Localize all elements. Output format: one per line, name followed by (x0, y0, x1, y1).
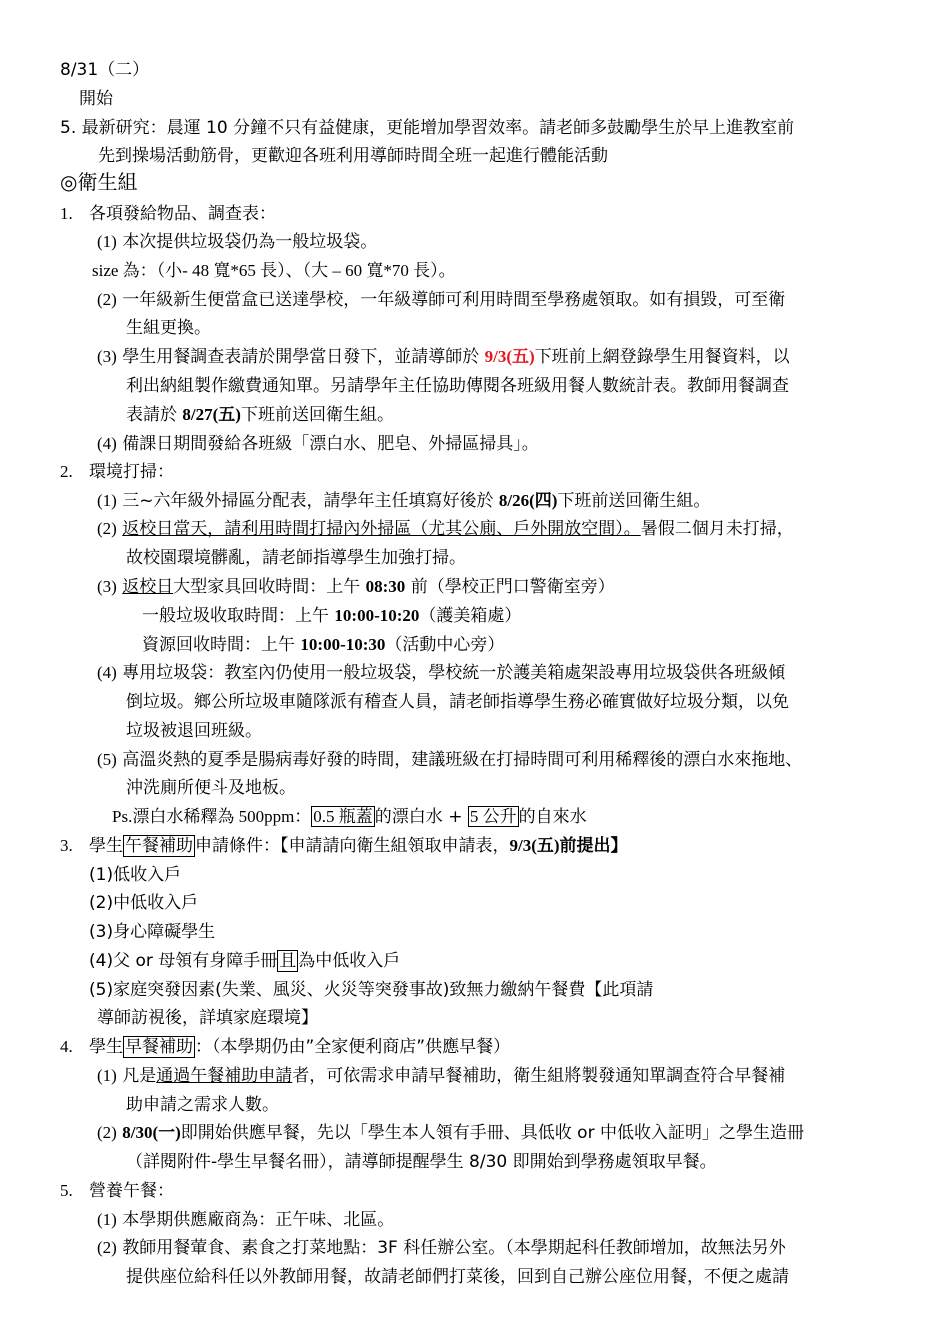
p-number: (4) (97, 434, 117, 453)
p-text-cont: 下班前送回衛生組。 (240, 405, 394, 425)
boxed-amount: 5 公升 (469, 807, 517, 826)
ps-text: Ps.漂白水稀釋為 500ppm： (112, 807, 312, 826)
s5-title: 營養午餐： (88, 1181, 174, 1201)
s4-p1-line2: 助申請之需求人數。 (126, 1095, 279, 1115)
item-number: 5. (60, 118, 77, 138)
start-label: 開始 (79, 89, 113, 109)
p-number: (2) (97, 519, 117, 538)
p-text: 備課日期間發給各班級「漂白水、肥皂、外掃區掃具」。 (122, 434, 539, 454)
s3-condition-5: (5)家庭突發因素(失業、風災、火災等突發事故)致無力繳納午餐費【此項請 (89, 980, 654, 1000)
p-text: 大型家具回收時間：上午 (173, 577, 366, 597)
p-text: 一年級新生便當盒已送達學校，一年級導師可利用時間至學務處領取。如有損毀，可至衛 (122, 290, 786, 310)
s4-text-cont: ：（本學期仍由”全家便利商店”供應早餐） (194, 1037, 511, 1057)
p-text: 專用垃圾袋：教室內仍使用一般垃圾袋，學校統一於護美箱處架設專用垃圾袋供各班級傾 (122, 663, 786, 683)
s3-condition-1: (1)低收入戶 (89, 865, 182, 885)
p-text: 資源回收時間：上午 (142, 635, 301, 655)
s4-heading (60, 1036, 510, 1058)
p-number: (1) (97, 491, 117, 510)
p-text-cont: 者，可依需求申請早餐補助，衛生組將製發通知單調查符合早餐補 (292, 1066, 786, 1086)
underlined-text: 返校日當天，請利用時間打掃內外掃區（尤其公廁、戶外開放空間）。 (122, 519, 641, 539)
p-text: 一般垃圾收取時間：上午 (142, 606, 335, 626)
s2-p4-line3: 垃圾被退回班級。 (126, 721, 262, 741)
s2-title: 環境打掃： (88, 462, 174, 482)
s2-p2 (97, 518, 794, 540)
p-number: (2) (97, 290, 117, 309)
p-text: 本學期供應廠商為：正午味、北區。 (122, 1210, 395, 1230)
p-number: (1) (97, 1066, 117, 1085)
s3-text-end: 前提出】 (559, 836, 628, 856)
item-5-top (60, 117, 794, 139)
underlined-text: 返校日 (122, 577, 174, 597)
date-heading: 8/31（二） (60, 60, 150, 80)
p-text: 教師用餐葷食、素食之打菜地點：3F 科任辦公室。（本學期起科任教師增加，故無法另外 (122, 1238, 786, 1258)
deadline-bold: 8/26(四) (498, 491, 558, 510)
condition-text: (4)父 or 母領有身障手冊 (89, 951, 278, 971)
size-text: size 為：（小- 48 寬*65 長）、（大 – 60 寬*70 長）。 (92, 261, 456, 280)
section-title: ◎衛生組 (60, 172, 138, 194)
p-number: (2) (97, 1123, 117, 1142)
underlined-text: 通過午餐補助申請 (156, 1066, 293, 1086)
p-text: 凡是 (122, 1066, 157, 1086)
s1-p3-line3 (126, 404, 394, 426)
s1-title: 各項發給物品、調查表： (88, 204, 276, 224)
s2-p2-line2: 故校園環境髒亂，請老師指導學生加強打掃。 (126, 548, 466, 568)
boxed-term: 且 (279, 951, 297, 971)
s2-p4 (97, 662, 785, 684)
s2-p1 (97, 490, 710, 512)
s3-text: 學生 (88, 836, 123, 856)
s5-number: 5. (60, 1181, 73, 1200)
item-text: 最新研究：晨運 10 分鐘不只有益健康，更能增加學習效率。請老師多鼓勵學生於早上進教室前 (81, 118, 795, 138)
p-text-cont: 下班前送回衛生組。 (557, 491, 711, 511)
s5-p1 (97, 1209, 394, 1231)
p-text-cont: 下班前上網登錄學生用餐資料，以 (534, 347, 790, 367)
s1-heading (60, 203, 276, 225)
s2-p3 (97, 576, 615, 598)
s3-text-cont: 申請條件：【申請請向衛生組領取申請表， (194, 836, 510, 856)
p-number: (1) (97, 232, 117, 251)
ps-text-cont: 的漂白水 + (374, 807, 468, 827)
s3-condition-3: (3)身心障礙學生 (89, 922, 216, 942)
s4-p2 (97, 1122, 804, 1144)
p-number: (2) (97, 1238, 117, 1257)
boxed-term: 午餐補助 (124, 836, 193, 856)
p-text-cont: 前（學校正門口警衛室旁） (405, 577, 615, 597)
s2-p4-line2: 倒垃圾。鄉公所垃圾車隨隊派有稽查人員，請老師指導學生務必確實做好垃圾分類，以免 (126, 692, 789, 712)
s5-p2-line2: 提供座位給科任以外教師用餐，故請老師們打菜後，回到自己辦公座位用餐，不便之處請 (126, 1267, 789, 1287)
p-text: 三~六年級外掃區分配表，請學年主任填寫好後於 (122, 491, 499, 511)
p-number: (3) (97, 347, 117, 366)
s5-p2 (97, 1237, 786, 1259)
s3-condition-4 (89, 950, 400, 972)
time-bold: 08:30 (365, 577, 406, 596)
s3-heading (60, 835, 628, 857)
s1-p2 (97, 289, 785, 311)
p-text-cont: （活動中心旁） (385, 635, 505, 655)
s4-number: 4. (60, 1037, 73, 1056)
deadline-highlight: 9/3(五) (484, 347, 535, 366)
boxed-amount: 0.5 瓶蓋 (313, 807, 373, 826)
s2-ps-note (112, 806, 587, 828)
p-number: (4) (97, 663, 117, 682)
s2-garbage-time (142, 605, 521, 627)
boxed-term: 早餐補助 (124, 1037, 193, 1057)
s2-heading (60, 461, 174, 483)
s2-p5 (97, 749, 802, 771)
s4-p1 (97, 1065, 785, 1087)
s3-number: 3. (60, 836, 73, 855)
s3-condition-5-line2: 導師訪視後，詳填家庭環境】 (97, 1008, 318, 1028)
deadline-bold: 9/3(五) (509, 836, 560, 855)
s2-recycle-time (142, 634, 504, 656)
s1-p2-line2: 生組更換。 (126, 318, 211, 338)
s1-size-note (92, 260, 456, 282)
p-text-cont: （護美箱處） (419, 606, 522, 626)
s3-condition-2: (2)中低收入戶 (89, 893, 199, 913)
p-number: (5) (97, 750, 117, 769)
time-bold: 10:00-10:30 (300, 635, 386, 654)
p-text: 本次提供垃圾袋仍為一般垃圾袋。 (122, 232, 378, 252)
ps-text-end: 的自來水 (518, 807, 587, 827)
p-number: (1) (97, 1210, 117, 1229)
item-5-top-line2: 先到操場活動筋骨，更歡迎各班利用導師時間全班一起進行體能活動 (98, 146, 608, 166)
s5-heading (60, 1180, 174, 1202)
date-bold: 8/30(一) (122, 1123, 181, 1142)
p-text-cont: 暑假二個月未打掃， (640, 519, 794, 539)
p-number: (3) (97, 577, 117, 596)
s4-p2-line2: （詳閱附件-學生早餐名冊），請導師提醒學生 8/30 即開始到學務處領取早餐。 (126, 1152, 717, 1172)
condition-text-cont: 為中低收入戶 (298, 951, 401, 971)
s1-p3-line2: 利出納組製作繳費通知單。另請學年主任協助傳閱各班級用餐人數統計表。教師用餐調查 (126, 376, 789, 396)
p-text: 即開始供應早餐，先以「學生本人領有手冊、具低收 or 中低收入証明」之學生造冊 (180, 1123, 804, 1143)
s2-p5-line2: 沖洗廁所便斗及地板。 (126, 778, 296, 798)
p-text: 學生用餐調查表請於開學當日發下，並請導師於 (122, 347, 485, 367)
deadline-bold: 8/27(五) (182, 405, 241, 424)
s1-number: 1. (60, 204, 73, 223)
s1-p4 (97, 433, 539, 455)
time-bold: 10:00-10:20 (334, 606, 420, 625)
p-text: 表請於 (126, 405, 183, 425)
s4-text: 學生 (88, 1037, 123, 1057)
p-text: 高溫炎熱的夏季是腸病毒好發的時間，建議班級在打掃時間可利用稀釋後的漂白水來拖地、 (122, 750, 803, 770)
s2-number: 2. (60, 462, 73, 481)
s1-p3 (97, 346, 790, 368)
s1-p1 (97, 231, 377, 253)
